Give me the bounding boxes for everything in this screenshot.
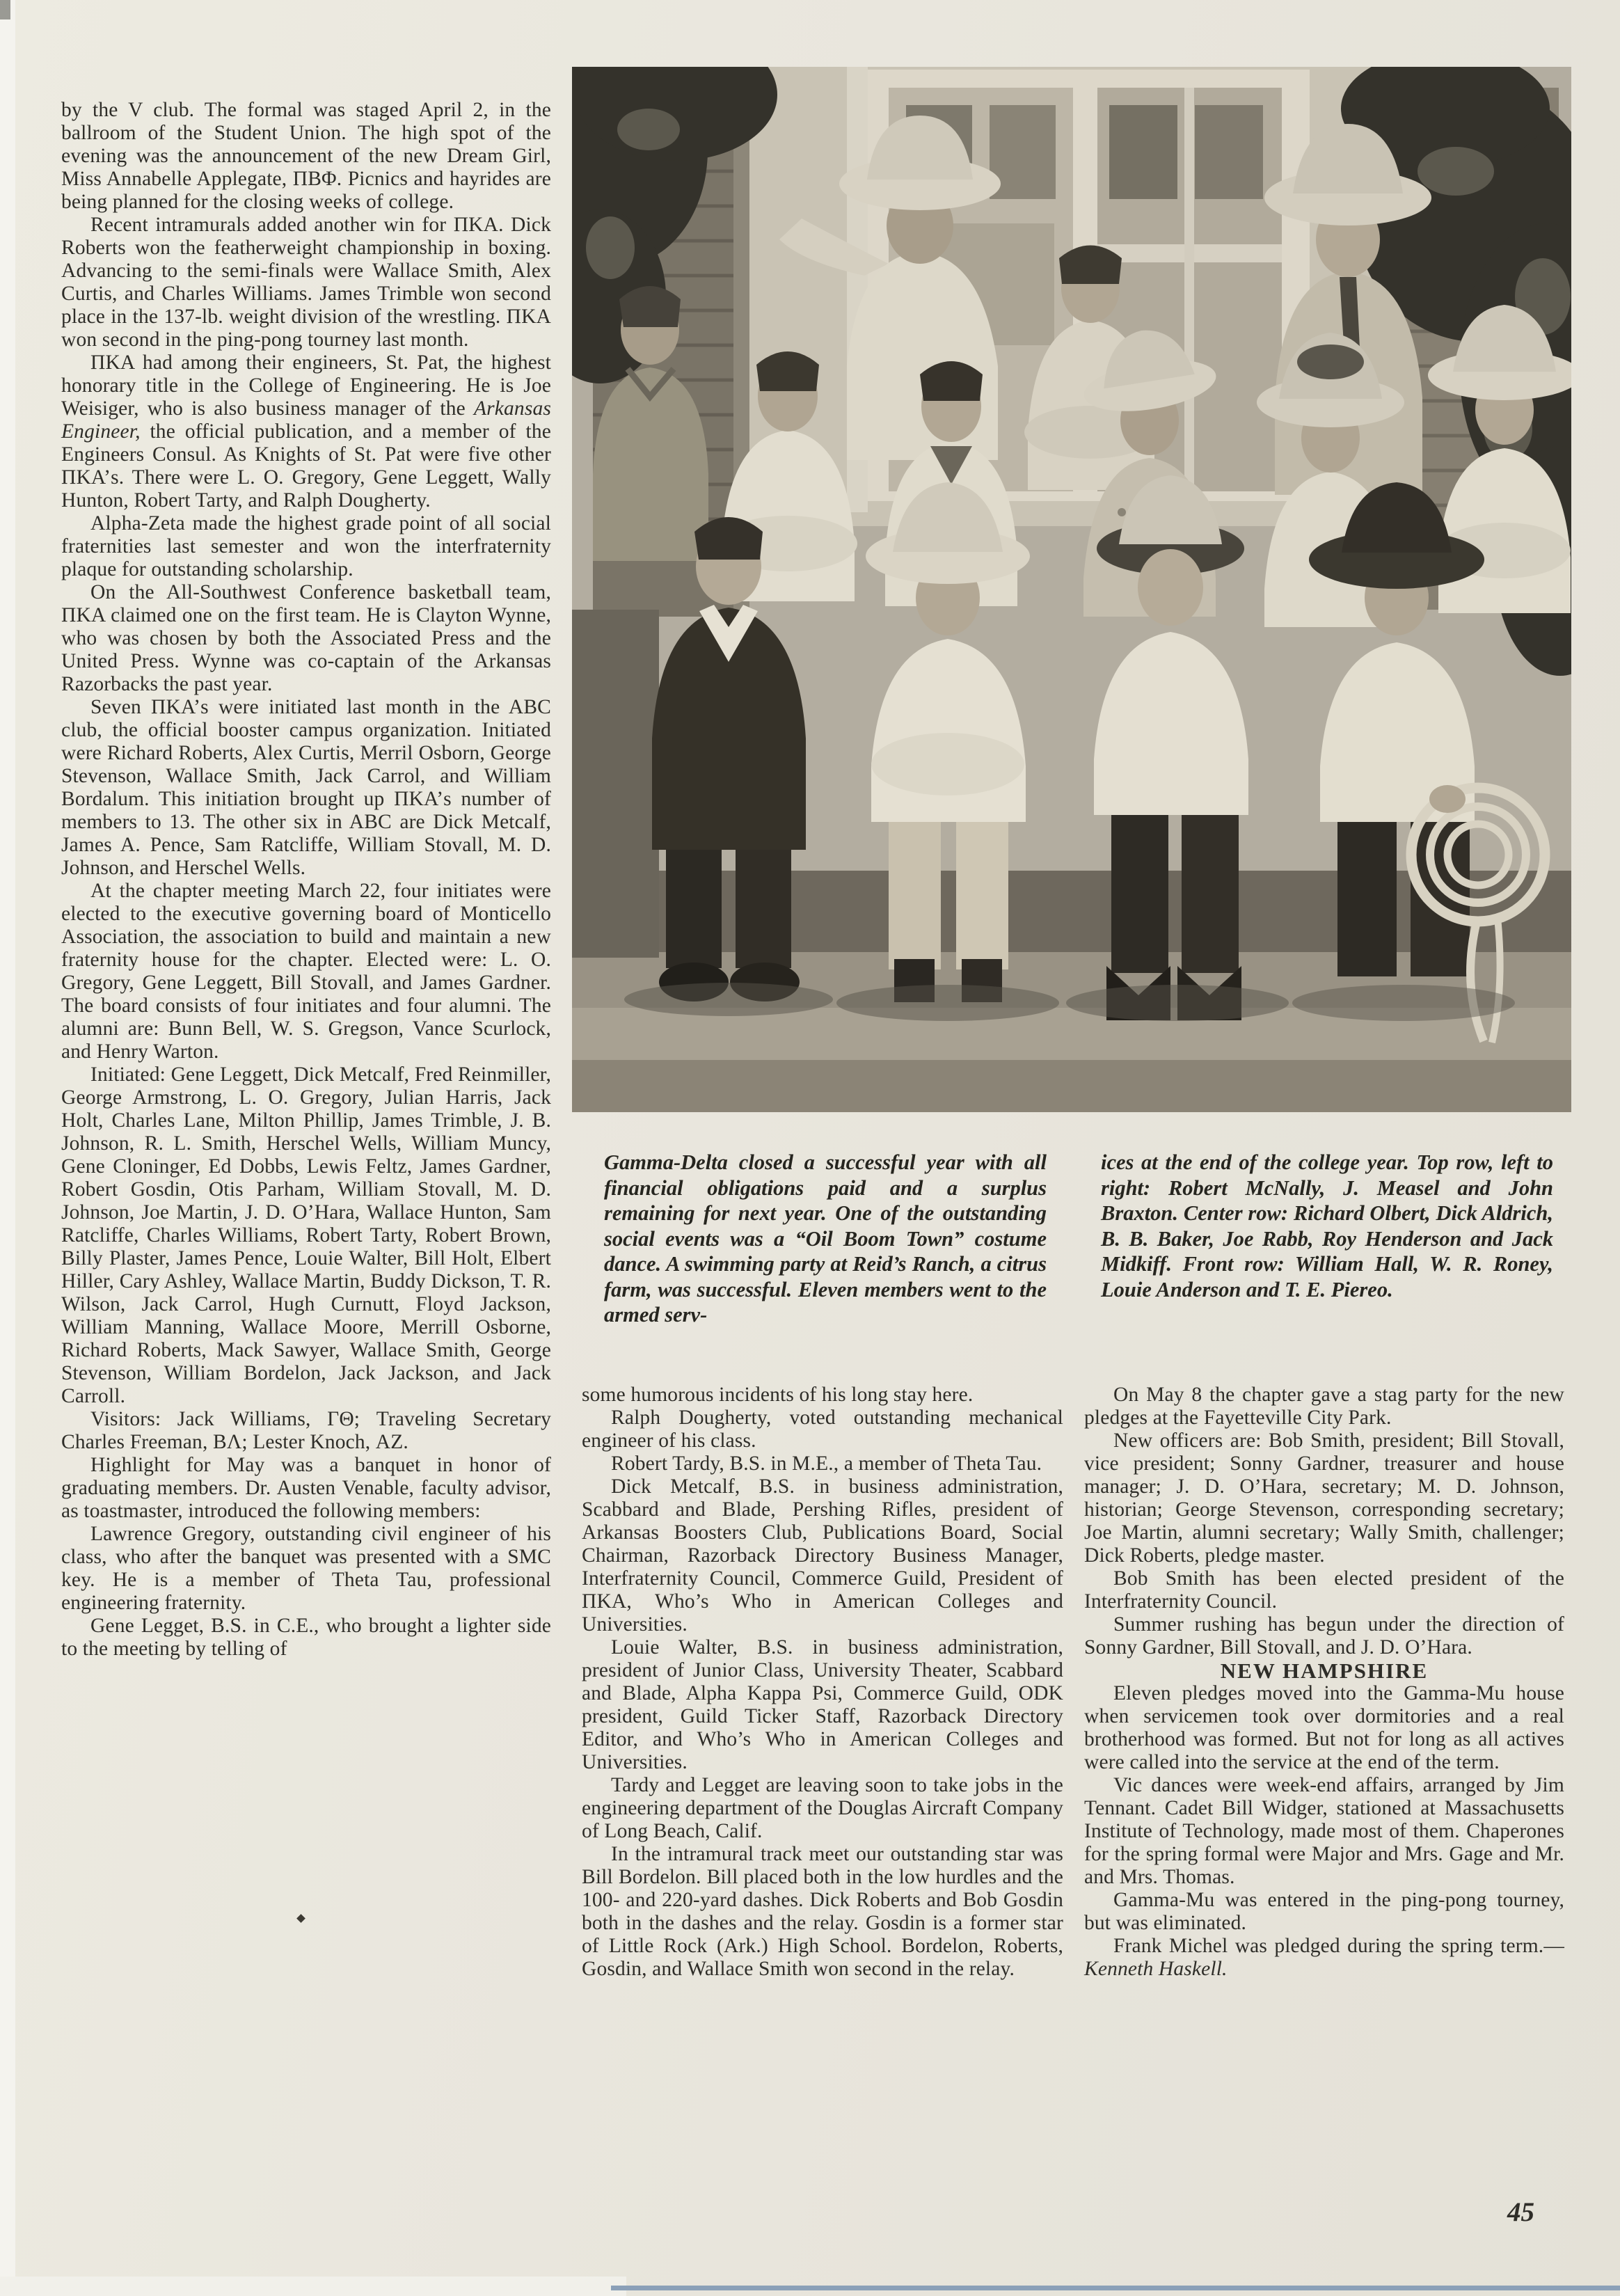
paragraph: At the chapter meeting March 22, four initiates were elected to the executive governing board of Monticello Association, the association to build and maintain a new fraternity house for the chapter. Elected were: L. O. Gregory, Gene Leggett, Bill Stovall, and James Gardner. The board consists of four initiates and four alumni. The alumni are: Bunn Bell, W. S. Gregson, Vance Scurlock, and Henry Warton. <box>61 880 551 1063</box>
paragraph: Initiated: Gene Leggett, Dick Metcalf, Fred Reinmiller, George Armstrong, L. O. Gregory, Julian Harris, Jack Holt, Charles Lane, Milton Phillip, James Trimble, J. B. Johnson, R. L. Smith, Herschel Wells, William Muncy, Gene Cloninger, Ed Dobbs, Lewis Feltz, James Gardner, Robert Gosdin, Otis Parham, William Stovall, M. D. Johnson, Joe Martin, J. D. O’Hara, Wallace Hunton, Sam Ratcliffe, Charles Williams, Robert Tarty, Robert Brown, Billy Plaster, James Pence, Louie Walter, Bill Holt, Elbert Hiller, Cary Ashley, Wallace Martin, Buddy Dickson, T. R. Wilson, Jack Carrol, Hugh Curnutt, Floyd Jackson, William Manning, Wallace Moore, Merrill Osborne, Richard Roberts, Mack Sawyer, Wallace Smith, George Stevenson, William Bordelon, Jack Jackson, and Jack Carroll. <box>61 1063 551 1407</box>
section-break-ornament <box>296 1914 305 1923</box>
caption-text: Gamma-Delta closed a successful year with all financial obligations paid and a surplus remaining for next year. One of the outstanding social events was a “Oil Boom Town” costume dance. A swimming party at Reid’s Ranch, a citrus farm, was successful. Eleven members went to the armed serv- <box>604 1150 1047 1327</box>
page-edge-left <box>0 0 15 2296</box>
fraternity-group-photo <box>572 67 1571 1112</box>
paragraph: Visitors: Jack Williams, ΓΘ; Traveling Secretary Charles Freeman, ΒΛ; Lester Knoch, ΑΖ. <box>61 1408 551 1453</box>
caption-text: ices at the end of the college year. Top row, left to right: Robert McNally, J. Measel and John Braxton. Center row: Richard Olbert, Dick Aldrich, B. B. Baker, Joe Rabb, Roy Henderson and Jack Midkiff. Front row: William Hall, W. R. Roney, Louie Anderson and T. E. Piereo. <box>1101 1150 1553 1301</box>
paragraph: Highlight for May was a banquet in honor of graduating members. Dr. Austen Venable, faculty advisor, as toastmaster, introduced the following members: <box>61 1454 551 1522</box>
scan-corner-mark <box>0 0 10 19</box>
photo-caption-column-2 <box>1101 1150 1553 1302</box>
paragraph: Louie Walter, B.S. in business administration, president of Junior Class, University Theater, Scabbard and Blade, Alpha Kappa Psi, Commerce Guild, ODK president, Guild Ticker Staff, Razorback Directory Editor, and Who’s Who in American Colleges and Universities. <box>582 1636 1063 1773</box>
paragraph: Gamma-Mu was entered in the ping-pong tourney, but was eliminated. <box>1084 1889 1564 1934</box>
paragraph: New officers are: Bob Smith, president; Bill Stovall, vice president; Sonny Gardner, treasurer and house manager; J. D. O’Hara, secretary; M. D. Johnson, historian; George Stevenson, corresponding secretary; Joe Martin, alumni secretary; Wally Smith, challenger; Dick Roberts, pledge master. <box>1084 1430 1564 1567</box>
left-text-column <box>61 99 551 1661</box>
italic-publication-title: Arkansas Engineer, <box>61 397 551 443</box>
paragraph: Tardy and Legget are leaving soon to take jobs in the engineering department of the Douglas Aircraft Company of Long Beach, Calif. <box>582 1774 1063 1842</box>
correspondent-signature: Kenneth Haskell. <box>1084 1958 1228 1980</box>
paragraph: some humorous incidents of his long stay here. <box>582 1384 974 1406</box>
paragraph: Recent intramurals added another win for ΠΚΑ. Dick Roberts won the featherweight championship in boxing. Advancing to the semi-finals were Wallace Smith, Alex Curtis, and Charles Williams. James Trimble won second place in the 137-lb. weight division of the wrestling. ΠΚΑ won second in the ping-pong tourney last month. <box>61 214 551 351</box>
paragraph: Lawrence Gregory, outstanding civil engineer of his class, who after the banquet was presented with a SMC key. He is a member of Theta Tau, professional engineering fraternity. <box>61 1523 551 1614</box>
middle-text-column <box>582 1384 1063 1981</box>
section-heading-new-hampshire: NEW HAMPSHIRE <box>1220 1658 1429 1683</box>
right-text-column <box>1084 1384 1564 1981</box>
page-number: 45 <box>1507 2197 1534 2227</box>
paragraph: Alpha-Zeta made the highest grade point of all social fraternities last semester and won the interfraternity plaque for outstanding scholarship. <box>61 512 551 580</box>
paragraph: ΠΚΑ had among their engineers, St. Pat, the highest honorary title in the College of Engineering. He is Joe Weisiger, who is also business manager of the Arkansas Engineer, the official publication, and a member of the Engineers Consul. As Knights of St. Pat were five other ΠΚΑ’s. There were L. O. Gregory, Gene Leggett, Wally Hunton, Robert Tarty, and Ralph Dougherty. <box>61 351 551 512</box>
paragraph: Summer rushing has begun under the direction of Sonny Gardner, Bill Stovall, and J. D. O’Hara. <box>1084 1613 1564 1658</box>
paragraph: Dick Metcalf, B.S. in business administration, Scabbard and Blade, Pershing Rifles, president of Arkansas Boosters Club, Publications Board, Social Chairman, Razorback Directory Business Manager, Interfraternity Council, Commerce Guild, President of ΠΚΑ, Who’s Who in American Colleges and Universities. <box>582 1475 1063 1636</box>
paragraph: Eleven pledges moved into the Gamma-Mu house when servicemen took over dormitories and a real brotherhood was formed. But not for long as all actives were called into the service at the end of the term. <box>1084 1682 1564 1773</box>
paragraph: Frank Michel was pledged during the spring term.—Kenneth Haskell. <box>1084 1935 1564 1980</box>
paragraph: Robert Tardy, B.S. in M.E., a member of Theta Tau. <box>611 1452 1042 1475</box>
paragraph: On May 8 the chapter gave a stag party for the new pledges at the Fayetteville City Park. <box>1084 1384 1564 1429</box>
paragraph: Vic dances were week-end affairs, arranged by Jim Tennant. Cadet Bill Widger, stationed at Massachusetts Institute of Technology, made most of them. Chaperones for the spring formal were Major and Mrs. Gage and Mr. and Mrs. Thomas. <box>1084 1774 1564 1888</box>
paragraph: Seven ΠΚΑ’s were initiated last month in the ABC club, the official booster campus organization. Initiated were Richard Roberts, Alex Curtis, Merril Osborn, George Stevenson, Wallace Smith, Jack Carrol, and William Bordalum. This initiation brought up ΠΚΑ’s number of members to 13. The other six in ABC are Dick Metcalf, James A. Pence, Sam Ratcliffe, William Stovall, M. D. Johnson, and Herschel Wells. <box>61 696 551 879</box>
paragraph: Ralph Dougherty, voted outstanding mechanical engineer of his class. <box>582 1407 1063 1452</box>
paragraph: Gene Legget, B.S. in C.E., who brought a lighter side to the meeting by telling of <box>61 1615 551 1660</box>
paragraph: by the V club. The formal was staged April 2, in the ballroom of the Student Union. The high spot of the evening was the announcement of the new Dream Girl, Miss Annabelle Applegate, ΠΒΦ. Picnics and hayrides are being planned for the closing weeks of college. <box>61 99 551 213</box>
paragraph: In the intramural track meet our outstanding star was Bill Bordelon. Bill placed both in the low hurdles and the 100- and 220-yard dashes. Dick Roberts and Bob Gosdin both in the dashes and the relay. Gosdin is a former star of Little Rock (Ark.) High School. Bordelon, Roberts, Gosdin, and Wallace Smith won second in the relay. <box>582 1843 1063 1980</box>
paragraph: On the All-Southwest Conference basketball team, ΠΚΑ claimed one on the first team. He is Clayton Wynne, who was chosen by both the Associated Press and the United Press. Wynne was co-captain of the Arkansas Razorbacks the past year. <box>61 581 551 695</box>
paragraph: Bob Smith has been elected president of the Interfraternity Council. <box>1084 1567 1564 1613</box>
page-edge-bottom <box>0 2277 626 2296</box>
photo-caption-column-1 <box>604 1150 1047 1328</box>
scan-artifact-blue-line <box>611 2286 1620 2290</box>
